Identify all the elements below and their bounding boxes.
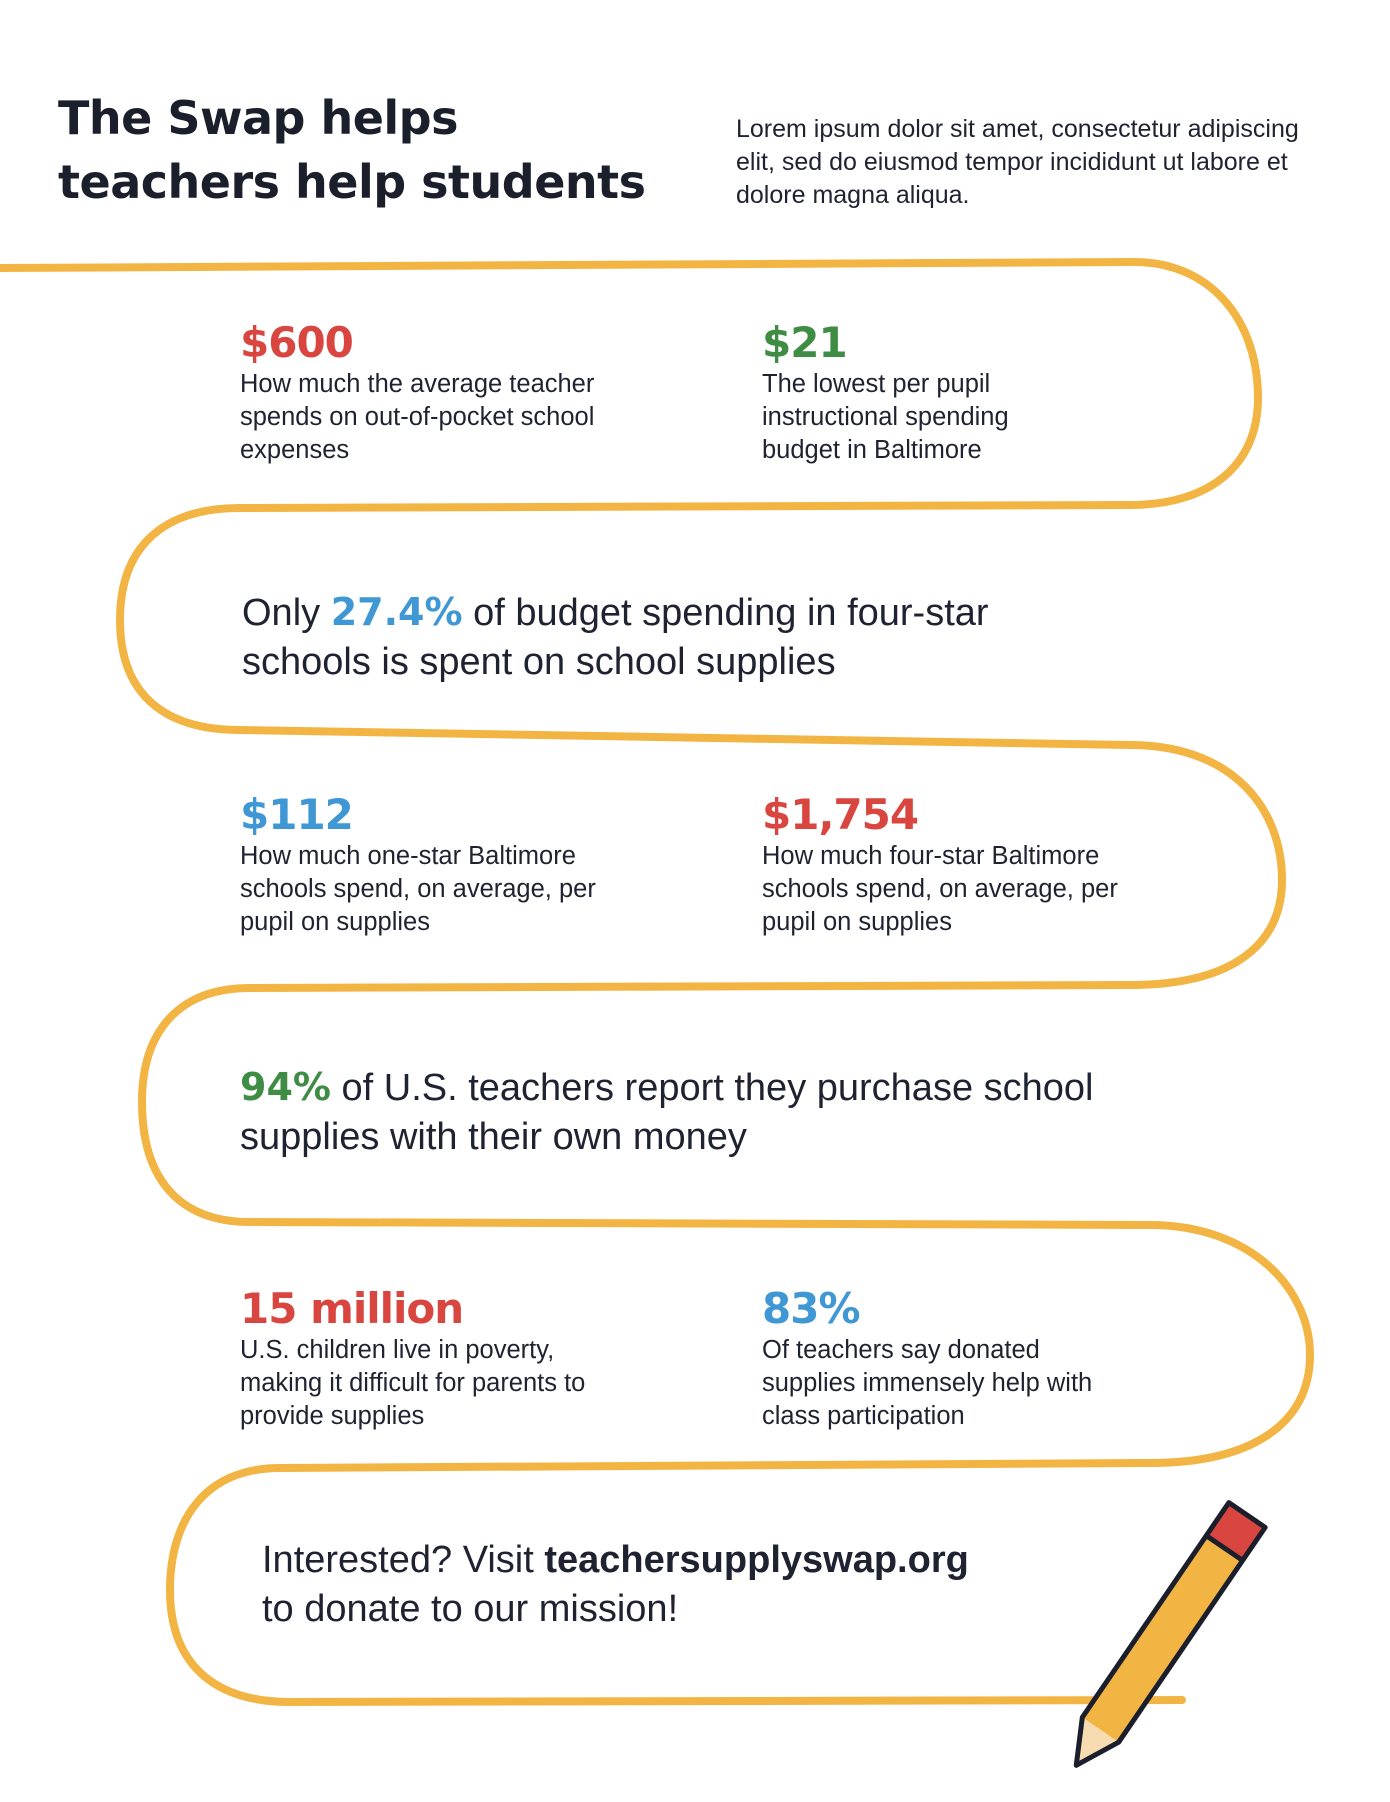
highlight-value: 94% — [240, 1065, 331, 1109]
stat-description: The lowest per pupil instructional spending budget in Baltimore — [762, 370, 1009, 464]
stat-description: Of teachers say donated supplies immensely help with class participation — [762, 1336, 1093, 1430]
stat-description: How much one-star Baltimore schools spend, on average, per pupil on supplies — [240, 842, 596, 936]
page-title — [58, 86, 646, 214]
stat-value: 83% — [762, 1284, 860, 1333]
stat-value: $21 — [762, 318, 847, 367]
cta-suffix: to donate to our mission! — [262, 1588, 679, 1630]
stat-one-star-spending — [240, 790, 660, 939]
stat-value: $112 — [240, 790, 353, 839]
stat-value: $1,754 — [762, 790, 919, 839]
cta-prefix: Interested? Visit — [262, 1539, 545, 1581]
title-line-1: The Swap helps — [58, 91, 458, 145]
stat-value: 15 million — [240, 1284, 464, 1333]
highlight-prefix: Only — [242, 592, 331, 634]
stat-description: How much four-star Baltimore schools spend, on average, per pupil on supplies — [762, 842, 1118, 936]
title-line-2: teachers help students — [58, 155, 646, 209]
highlight-suffix: of budget spending in four-star schools is spent on school supplies — [242, 592, 989, 683]
highlight-budget-share — [242, 588, 1122, 687]
stat-description: How much the average teacher spends on out-of-pocket school expenses — [240, 370, 595, 464]
highlight-teacher-purchases — [240, 1063, 1100, 1162]
stat-value: $600 — [240, 318, 353, 367]
stat-children-poverty — [240, 1284, 660, 1433]
highlight-value: 27.4% — [330, 590, 463, 634]
call-to-action — [262, 1536, 1122, 1634]
stat-donated-supplies — [762, 1284, 1182, 1433]
intro-text: Lorem ipsum dolor sit amet, consectetur adipiscing elit, sed do eiusmod tempor incididunt ut labore et dolore magna aliqua. — [736, 115, 1299, 209]
highlight-suffix: of U.S. teachers report they purchase school supplies with their own money — [240, 1067, 1094, 1158]
stat-four-star-spending — [762, 790, 1182, 939]
stat-teacher-spending — [240, 318, 660, 467]
winding-path-line — [0, 262, 1310, 1702]
stat-description: U.S. children live in poverty, making it difficult for parents to provide supplies — [240, 1336, 586, 1430]
stat-lowest-budget — [762, 318, 1182, 467]
cta-url-link[interactable]: teachersupplyswap.org — [544, 1539, 969, 1581]
